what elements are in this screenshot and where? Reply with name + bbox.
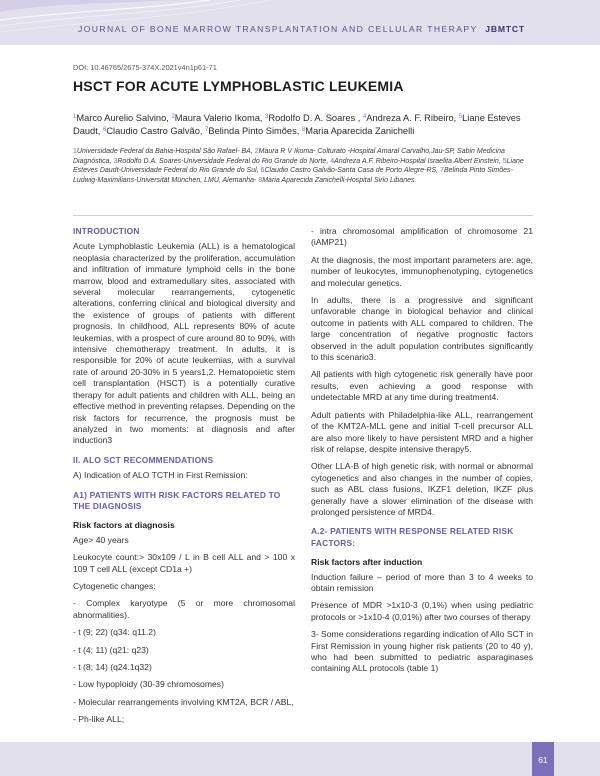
- body-paragraph: Induction failure – period of more than 3 to 4 weeks to obtain remission: [311, 571, 533, 593]
- cytogenetic-heading: Cytogenetic changes:: [73, 580, 156, 591]
- author-list: $^1$Marco Aurelio Salvino, $^2$Maura Valerio Ikoma, $^3$Rodolfo D. A. Soares , $^4$Andreza A. F. Ribeiro, $^5$Liane Esteves Daudt, $^6$Claudio Castro Galvão, $^7$Belinda Pinto Simões, $^8$Maria Aparecida Zanichelli: [73, 113, 521, 136]
- a1-heading: A1) PATIENTS WITH RISK FACTORS RELATED TO THE DIAGNOSIS: [73, 489, 281, 511]
- body-paragraph: All patients with high cytogenetic risk generally have poor results, even achieving a good response with undetectable MRD at any time during treatment4.: [311, 369, 533, 403]
- body-paragraph: At the diagnosis, the most important parameters are: age, number of leukocytes, immunophenotyping, cytogenetics and molecular genetics.: [311, 254, 533, 288]
- risk-factors-heading: Risk factors at diagnosis: [73, 520, 175, 531]
- page-number: 61: [538, 755, 548, 765]
- leukocyte-criterion: Leukocyte count:> 30x109 / L in B cell ALL and > 100 x 109 T cell ALL (except CD1a +): [73, 552, 295, 574]
- article-title: HSCT FOR ACUTE LYMPHOBLASTIC LEUKEMIA: [73, 78, 404, 94]
- list-item: - t (4; 11) (q21: q23): [73, 644, 149, 655]
- body-paragraph: Presence of MDR >1x10-3 (0,1%) when using pediatric protocols or >1x10-4 (0,01%) after two courses of therapy: [311, 600, 533, 622]
- left-column: [73, 226, 295, 732]
- section-divider: [73, 215, 533, 216]
- right-column: [311, 226, 533, 681]
- list-item: - Complex karyotype (5 or more chromosomal abnormalities).: [73, 598, 295, 620]
- introduction-heading: INTRODUCTION: [73, 226, 140, 236]
- affiliations: 1Universidade Federal da Bahia-Hospital São Rafael- BA, 2Maura R V Ikoma- Colturato -Hospital Amaral Carvalho,Jau-SP, Sabin Medicina Diagnóstica, 3Rodolfo D.A. Soares-Universidade Federal do Rio Grande do Norte, 4Andreza A.F. Ribeiro-Hospital Israelita Albert Einstein, 5Liane Esteves Daudt-Universidade Federal do Rio Grande do Sul, 6Claudio Castro Galvão-Santa Casa de Porto Alegre-RS, 7Belinda Pinto Simões-Ludwig-Maximilians-Universität München, LMU, Alemanha- 8Maria Aparecida Zanichelli-Hospital Sirio Libanes.: [73, 148, 524, 184]
- indication-paragraph: A) Indication of ALO TCTH in First Remission:: [73, 470, 248, 481]
- list-item: - t (9; 22) (q34: q11.2): [73, 627, 156, 638]
- body-paragraph: 3- Some considerations regarding indication of Allo SCT in First Remission in young higher risk patients (20 to 40 y), who had been submitted to pediatric asparaginases containing ALL protocols (table 1): [311, 629, 533, 674]
- body-paragraph: Adult patients with Philadelphia-like ALL, rearrangement of the KMT2A-MLL gene and initial T-cell precursor ALL are also more likely to have persistent MRD and a higher risk of relapse, despite intensive therapy5.: [311, 409, 533, 454]
- footer-band: [0, 742, 600, 776]
- risk-after-induction-heading: Risk factors after induction: [311, 557, 423, 568]
- introduction-paragraph: Acute Lymphoblastic Leukemia (ALL) is a hematological neoplasia characterized by the proliferation, accumulation and infiltration of immature lymphoid cells in the bone marrow, blood and extramedullary sites, associated with several molecular rearrangements, cytogenetic alterations, conferring clinical and biological diversity and the existence of groups of patients with different prognosis. In childhood, ALL represents 80% of acute leukemias, with a prospect of cure around 80 to 90%, with intensive chemotherapy treatment. In adults, it is responsible for 20% of acute leukemias, with a survival rate of around 20-30% in 5 years1,2. Hematopoietic stem cell transplantation (HSCT) is a potentially curative therapy for adult patients and children with ALL, being an effective method in preventing relapses. Depending on the risk factors for recurrence, the prognosis must be analyzed in two moments: at diagnosis and after induction3: [73, 241, 295, 446]
- body-paragraph: In adults, there is a progressive and significant unfavorable change in biological behavior and clinical outcome in patients with ALL compared to children. The large concentration of negative prognostic factors observed in the adult population contributes significantly to this scenario3.: [311, 295, 533, 363]
- recommendations-heading: II. ALO SCT RECOMMENDATIONS: [73, 454, 214, 465]
- doi-line: DOI: 10.46765/2675-374X.2021v4n1p61-71: [73, 63, 217, 72]
- header-band: [0, 0, 600, 45]
- body-paragraph: - intra chromosomal amplification of chromosome 21 (iAMP21): [311, 226, 533, 248]
- body-paragraph: Other LLA-B of high genetic risk, with normal or abnormal cytogenetics and also changes in the number of copies, such as ABL class fusions, IKZF1 deletion, IKZF plus generally have a slower elimination of the disease with prolonged persistence of MRD4.: [311, 461, 533, 517]
- list-item: - Ph-like ALL;: [73, 714, 125, 725]
- list-item: - t (8; 14) (q24.1q32): [73, 662, 152, 672]
- list-item: - Low hypoploidy (30-39 chromosomes): [73, 679, 224, 690]
- header-decoration-graphic: [0, 0, 600, 45]
- age-criterion: Age> 40 years: [73, 534, 129, 545]
- list-item: - Molecular rearrangements involving KMT2A, BCR / ABL,: [73, 696, 294, 707]
- journal-abbreviation: JBMTCT: [485, 24, 525, 34]
- journal-title: JOURNAL OF BONE MARROW TRANSPLANTATION AND CELLULAR THERAPY JBMTCT: [78, 24, 525, 34]
- a2-heading: A.2- PATIENTS WITH RESPONSE RELATED RISK FACTORS:: [311, 526, 514, 548]
